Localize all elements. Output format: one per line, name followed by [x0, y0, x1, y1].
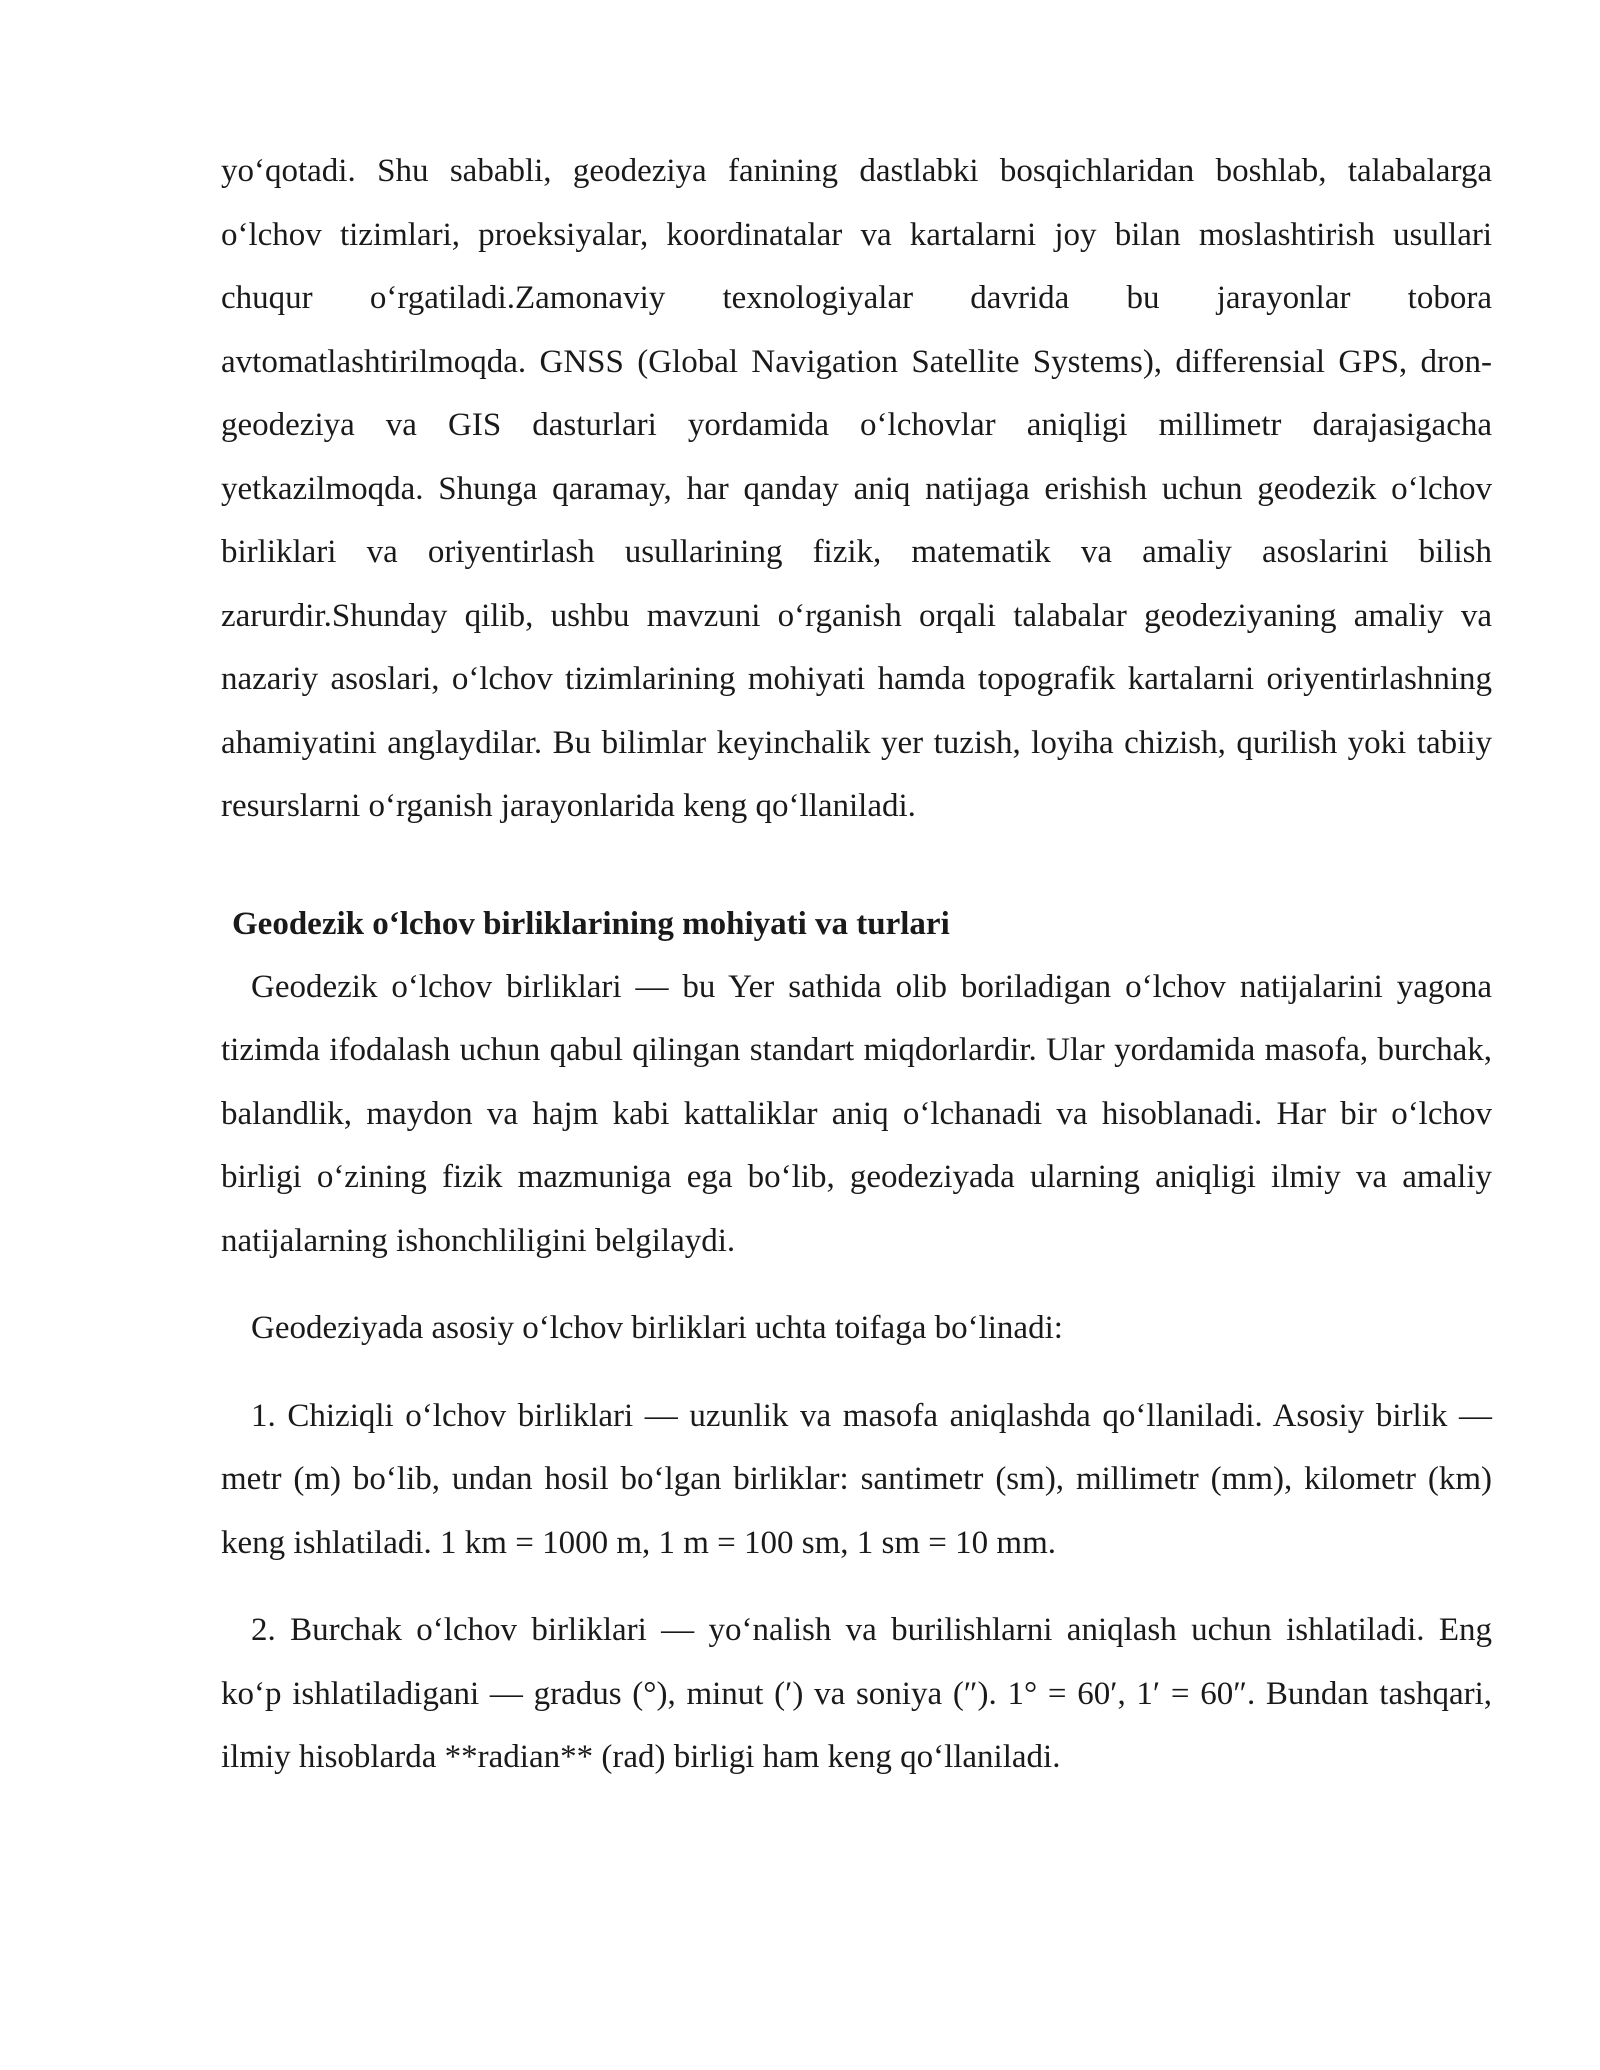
- paragraph-categories-intro: Geodeziyada asosiy o‘lchov birliklari uchta toifaga bo‘linadi:: [251, 1310, 1063, 1346]
- paragraph-spacer: [221, 1361, 1492, 1385]
- paragraph-intro-continuation: yo‘qotadi. Shu sababli, geodeziya fanining dastlabki bosqichlaridan boshlab, talabalarga o‘lchov tizimlari, proeksiyalar, koordinatalar va kartalarni joy bilan moslashtirish usullari chuqur o‘rgatiladi.Zamonaviy texnologiyalar davrida bu jarayonlar tobora avtomatlashtirilmoqda. GNSS (Global Navigation Satellite Systems), differensial GPS, dron-geodeziya va GIS dasturlari yordamida o‘lchovlar aniqligi millimetr darajasigacha yetkazilmoqda. Shunga qaramay, har qanday aniq natijaga erishish uchun geodezik o‘lchov birliklari va oriyentirlash usullarining fizik, matematik va amaliy asoslarini bilish zarurdir.Shunday qilib, ushbu mavzuni o‘rganish orqali talabalar geodeziyaning amaliy va nazariy asoslari, o‘lchov tizimlarining mohiyati hamda topografik kartalarni oriyentirlashning ahamiyatini anglaydilar. Bu bilimlar keyinchalik yer tuzish, loyiha chizish, qurilish yoki tabiiy resurslarni o‘rganish jarayonlarida keng qo‘llaniladi.: [221, 153, 1492, 824]
- paragraph-spacer: [221, 1273, 1492, 1297]
- section-heading: Geodezik o‘lchov birliklarining mohiyati va turlari: [232, 905, 950, 942]
- list-item-linear-units: 1. Chiziqli o‘lchov birliklari — uzunlik va masofa aniqlashda qo‘llaniladi. Asosiy birlik — metr (m) bo‘lib, undan hosil bo‘lgan birliklar: santimetr (sm), millimetr (mm), kilometr (km) keng ishlatiladi. 1 km = 1000 m, 1 m = 100 sm, 1 sm = 10 mm.: [221, 1397, 1492, 1561]
- paragraph-definition: Geodezik o‘lchov birliklari — bu Yer sathida olib boriladigan o‘lchov natijalarini yagona tizimda ifodalash uchun qabul qilingan standart miqdorlardir. Ular yordamida masofa, burchak, balandlik, maydon va hajm kabi kattaliklar aniq o‘lchanadi va hisoblanadi. Har bir o‘lchov birligi o‘zining fizik mazmuniga ega bo‘lib, geodeziyada ularning aniqligi ilmiy va amaliy natijalarning ishonchliligini belgilaydi.: [221, 968, 1492, 1259]
- section-spacer: [221, 839, 1492, 893]
- list-item-angular-units: 2. Burchak o‘lchov birliklari — yo‘nalish va burilishlarni aniqlash uchun ishlatiladi. Eng ko‘p ishlatiladigani — gradus (°), minut (′) va soniya (″). 1° = 60′, 1′ = 60″. Bundan tashqari, ilmiy hisoblarda **radian** (rad) birligi ham keng qo‘llaniladi.: [221, 1612, 1492, 1775]
- document-page: [221, 140, 1492, 1790]
- paragraph-spacer: [221, 1575, 1492, 1599]
